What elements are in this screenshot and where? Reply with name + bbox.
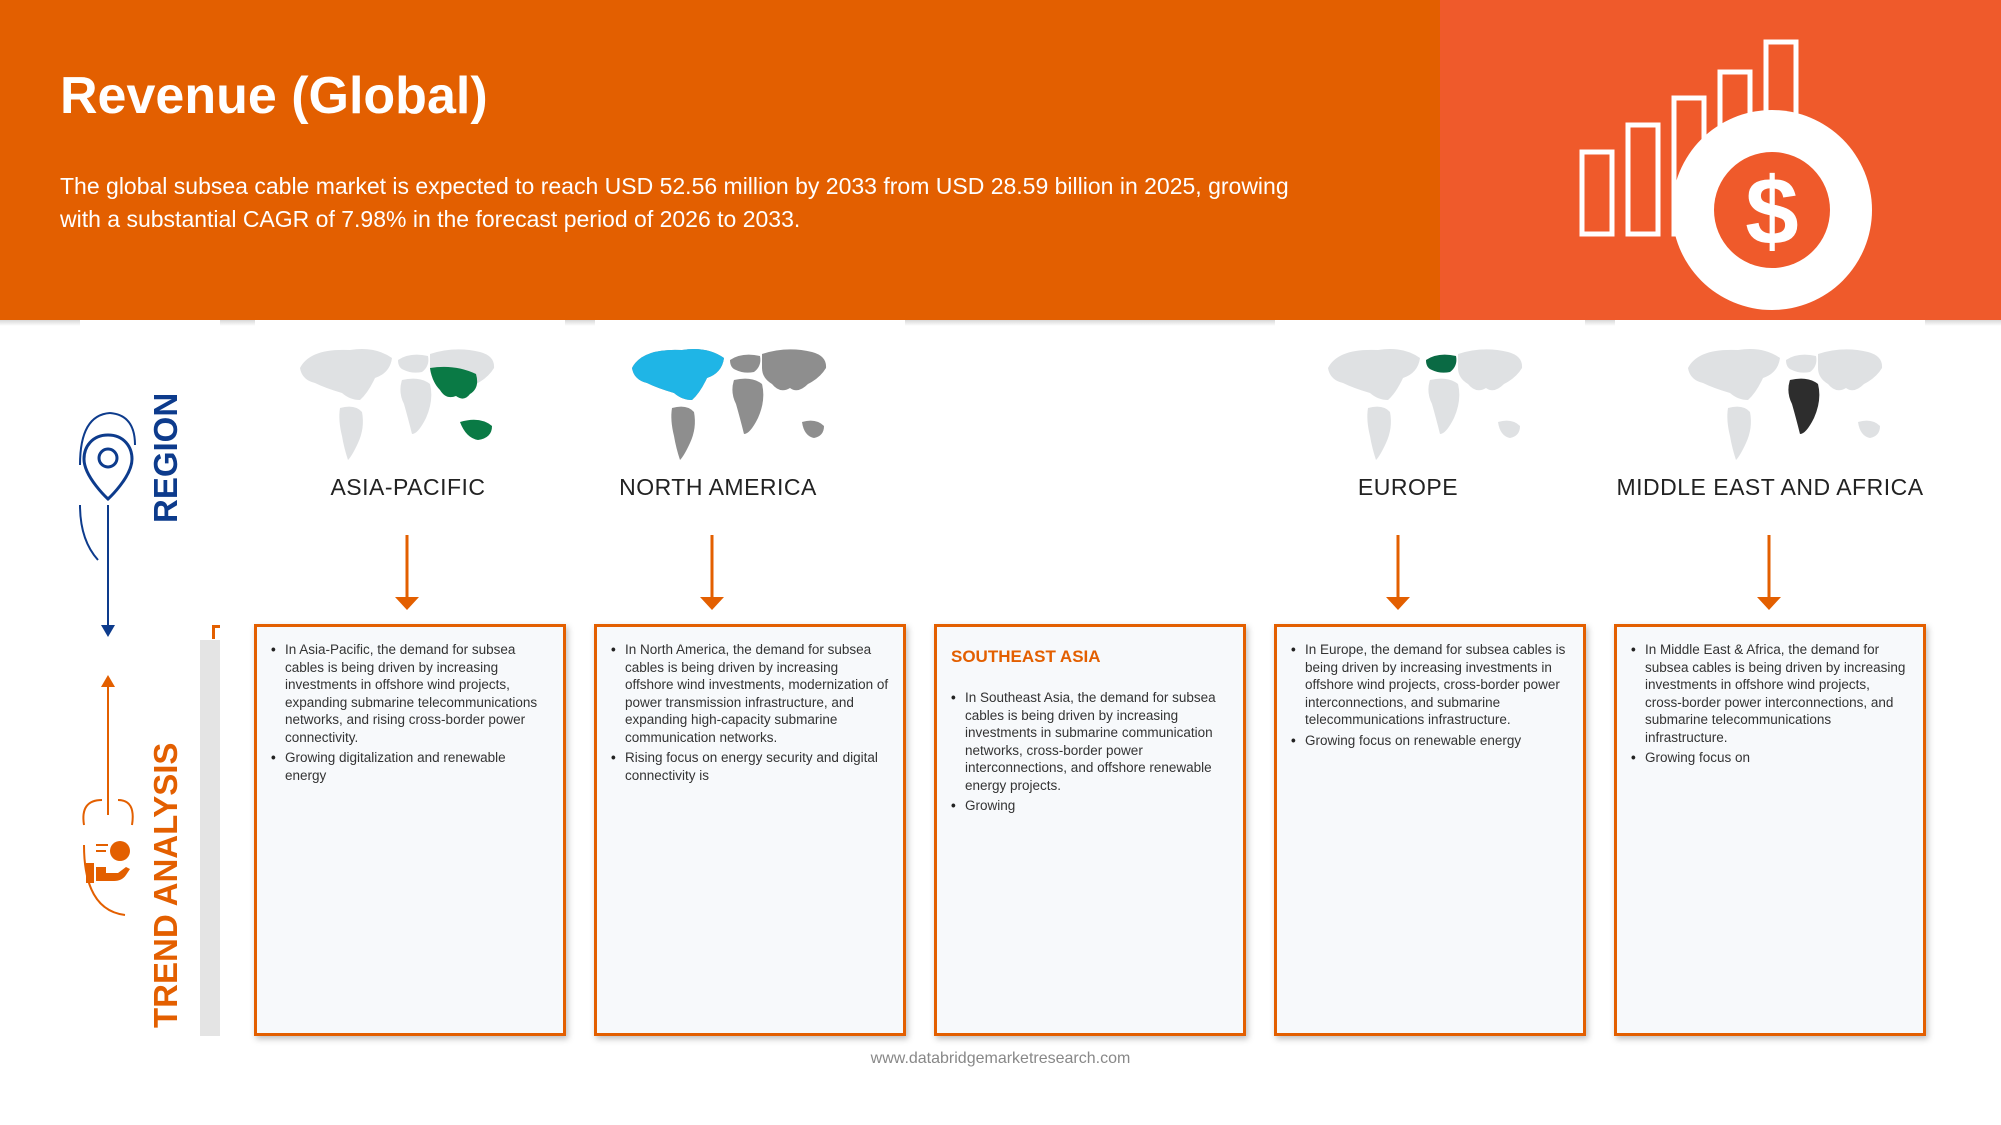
card-bullet: • Growing focus on: [1631, 749, 1909, 767]
side-bar: [200, 640, 220, 1036]
divider-shadow: [565, 320, 595, 326]
header-banner: [0, 0, 1440, 320]
map-asia-pacific: [280, 338, 510, 468]
region-vertical-label: [145, 375, 185, 525]
svg-text:TREND ANALYSIS: TREND ANALYSIS: [147, 742, 184, 1028]
arrow-down-europe: [1383, 535, 1413, 610]
card-bullet: • In Asia-Pacific, the demand for subsea cables is being driven by increasing investments in offshore wind projects, expanding submarine telecommunications networks, and rising cross-border power connectivity.: [271, 641, 549, 746]
trend-card-middle-east-africa: [1614, 624, 1926, 1036]
divider-shadow: [1585, 320, 1615, 326]
region-label-north-america: NORTH AMERICA: [619, 474, 817, 500]
page-title: Revenue (Global): [60, 67, 488, 125]
trend-card-europe: [1274, 624, 1586, 1036]
card-bullet: • In Southeast Asia, the demand for subsea cables is being driven by increasing investments in submarine communication networks, cross-border power interconnections, and offshore renewable energy projects.: [951, 689, 1229, 794]
trend-vertical-label: [145, 700, 185, 1030]
page-description: The global subsea cable market is expected to reach USD 52.56 million by 2033 from USD 28.59 billion in 2025, growing with a substantial CAGR of 7.98% in the forecast period of 2026 to 2033.: [60, 173, 1289, 232]
svg-text:$: $: [1745, 158, 1799, 265]
timeline-graphic: [70, 405, 150, 925]
divider-shadow: [220, 320, 255, 326]
card-bullet: • Rising focus on energy security and digital connectivity is: [611, 749, 889, 784]
map-north-america: [612, 338, 842, 468]
arrow-down-asia-pacific: [392, 535, 422, 610]
map-middle-east-africa: [1668, 338, 1898, 468]
card-bullet: • In Europe, the demand for subsea cables is being driven by increasing investments in offshore wind projects, cross-border power interconnections, and submarine telecommunications infrastructure.: [1291, 641, 1569, 729]
arrow-down-north-america: [697, 535, 727, 610]
footer-url: www.databridgemarketresearch.com: [870, 1050, 1131, 1067]
card-bullet: • Growing focus on renewable energy: [1291, 732, 1569, 750]
card-bullet: • Growing: [951, 797, 1229, 815]
card-title: SOUTHEAST ASIA: [951, 647, 1101, 666]
trend-card-asia-pacific: [254, 624, 566, 1036]
region-label-europe: EUROPE: [1357, 474, 1459, 500]
arrow-down-middle-east-africa: [1754, 535, 1784, 610]
card-bullet: • In North America, the demand for subsea cables is being driven by increasing offshore wind investments, modernization of power transmission infrastructure, and expanding high-capacity submarine communication networks.: [611, 641, 889, 746]
region-label-asia-pacific: ASIA-PACIFIC: [330, 474, 486, 500]
trend-card-southeast-asia: [934, 624, 1246, 1036]
bar-chart-dollar-icon: [1560, 30, 1890, 320]
card-bullet: • In Middle East & Africa, the demand for subsea cables is being driven by increasing investments in offshore wind projects, cross-border power interconnections, and submarine telecommunications infrastructure.: [1631, 641, 1909, 746]
divider-shadow: [0, 320, 80, 326]
location-pin-icon: [84, 435, 132, 499]
hand-chart-icon: [86, 841, 130, 883]
divider-shadow: [905, 320, 1275, 326]
bracket-tick: [212, 625, 220, 639]
divider-shadow: [1925, 320, 2001, 326]
map-europe: [1308, 338, 1538, 468]
trend-card-north-america: [594, 624, 906, 1036]
region-label-middle-east-africa: MIDDLE EAST AND AFRICA: [1616, 474, 1924, 500]
svg-text:REGION: REGION: [147, 392, 184, 523]
card-bullet: • Growing digitalization and renewable energy: [271, 749, 549, 784]
